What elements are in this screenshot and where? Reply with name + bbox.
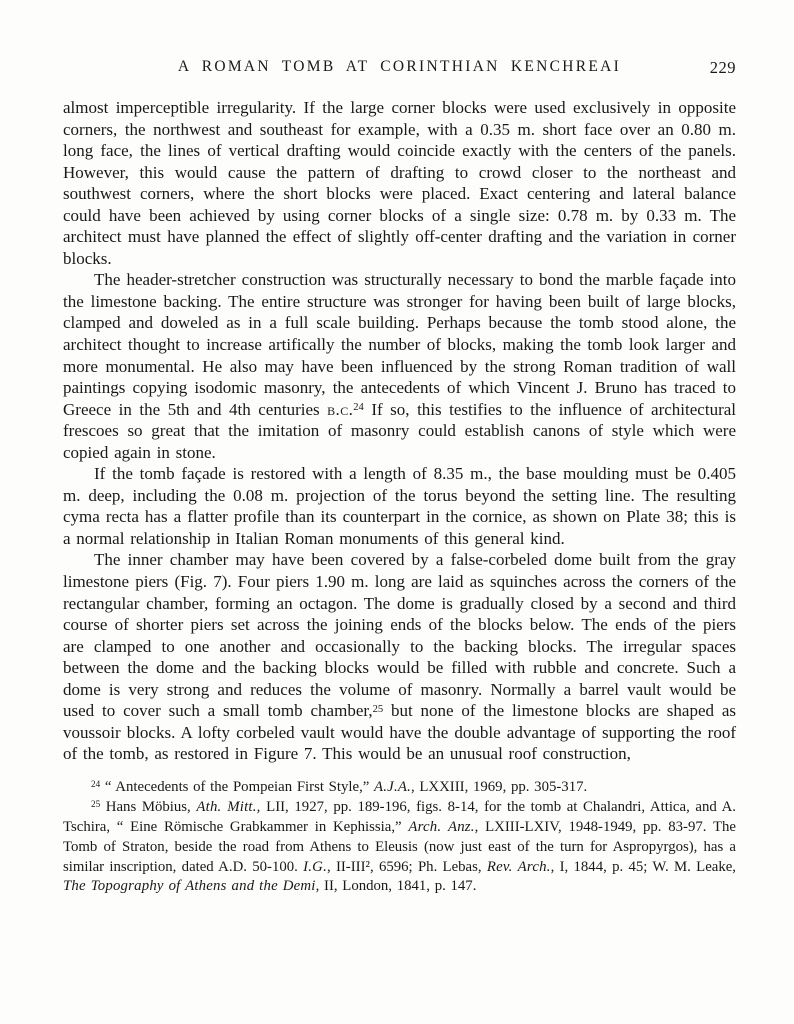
running-head-title: A ROMAN TOMB AT CORINTHIAN KENCHREAI (177, 58, 622, 75)
paragraph: If the tomb façade is restored with a length of 8.35 m., the base moulding must be 0.405 m. deep, including the 0.08 m. projection of the torus beyond the setting line. The resulting cyma recta has a flatter profile than its counterpart in the cornice, as shown on Plate 38; this is a normal relationship in Italian Roman monuments of this general kind. (63, 464, 736, 548)
paragraph: The inner chamber may have been covered by a false-corbeled dome built from the gray limestone piers (Fig. 7). Four piers 1.90 m. long are laid as squinches across the corners of the rectangular chamber, forming an octagon. The dome is gradually closed by a second and third course of shorter piers set across the joining ends of the blocks below. The ends of the piers are clamped to one another and occasionally to the backing blocks. The irregular spaces between the dome and the backing blocks would be filled with rubble and concrete. Such a dome is very strong and reduces the volume of masonry. Normally a barrel vault would be used to cover such a small tomb chamber,$^{25}$ but none of the limestone blocks are shaped as voussoir blocks. A lofty corbeled vault would have the double advantage of supporting the roof of the tomb, as restored in Figure 7. This would be an unusual roof construction, (63, 550, 736, 764)
paragraph: almost imperceptible irregularity. If the large corner blocks were used exclusively in opposite corners, the northwest and southeast for example, with a 0.35 m. short face over an 0.80 m. long face, the lines of vertical drafting would coincide exactly with the centers of the panels. However, this would cause the pattern of drafting to crowd closer to the northeast and southwest corners, where the short blocks were placed. Exact centering and lateral balance could have been achieved by using corner blocks of a single size: 0.78 m. by 0.33 m. The architect must have planned the effect of slightly off-center drafting and the variation in corner blocks. (63, 98, 736, 268)
body-text (63, 97, 736, 765)
page-header (63, 58, 736, 82)
footnote: $^{24}$ “ Antecedents of the Pompeian First Style,” A.J.A., LXXIII, 1969, pp. 305-317. (91, 778, 588, 795)
footnote: $^{25}$ Hans Möbius, Ath. Mitt., LII, 1927, pp. 189-196, figs. 8-14, for the tomb at Chalandri, Attica, and A. Tschira, “ Eine Römische Grabkammer in Kephissia,” Arch. Anz., LXIII-LXIV, 1948-1949, pp. 83-97. The Tomb of Straton, beside the road from Athens to Eleusis (now just east of the turn for Aspropyrgos), has a similar inscription, dated A.D. 50-100. I.G., II-III², 6596; Ph. Lebas, Rev. Arch., I, 1844, p. 45; W. M. Leake, The Topography of Athens and the Demi, II, London, 1841, p. 147. (63, 798, 736, 895)
page-number: 229 (709, 58, 736, 77)
footnotes (63, 778, 736, 897)
text-block (63, 58, 736, 897)
paragraph: The header-stretcher construction was structurally necessary to bond the marble façade into the limestone backing. The entire structure was stronger for having been built of large blocks, clamped and doweled as in a full scale building. Perhaps because the tomb stood alone, the architect thought to increase artifically the number of blocks, making the tomb look larger and more monumental. He also may have been influenced by the strong Roman tradition of wall paintings copying isodomic masonry, the antecedents of which Vincent J. Bruno has traced to Greece in the 5th and 4th centuries b.c.$^{24}$ If so, this testifies to the influence of architectural frescoes so great that the imitation of masonry could establish canons of style which were copied again in stone. (63, 270, 736, 462)
